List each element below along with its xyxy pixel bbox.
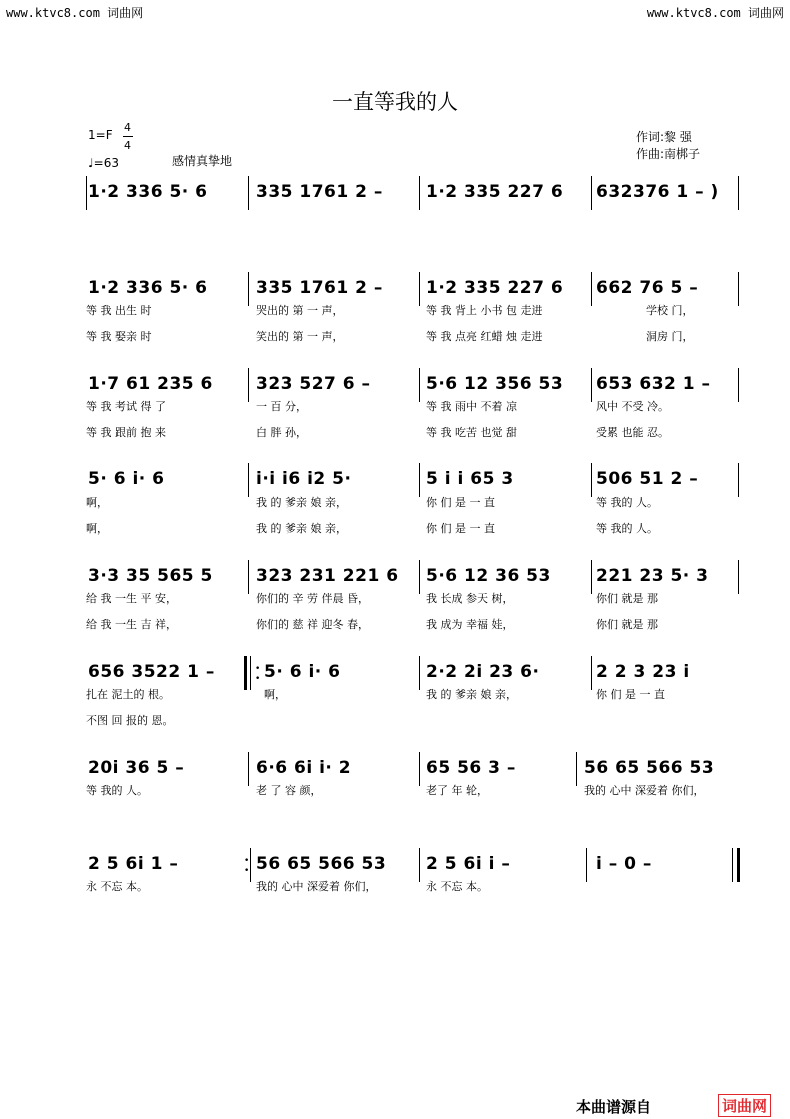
lyric-line-7a bbox=[86, 782, 741, 798]
lyric: 啊， bbox=[86, 496, 108, 509]
key-signature: 1=F bbox=[88, 128, 113, 142]
lyric: 我 的 爹亲 娘 亲， bbox=[256, 496, 347, 509]
lyric: 等 我 跟前 抱 来 bbox=[86, 426, 166, 439]
measure: 1·7 61 235 6 bbox=[88, 374, 213, 394]
measure: 662 76 5 – bbox=[596, 278, 699, 298]
time-signature-bottom: 4 bbox=[124, 139, 131, 152]
repeat-barline bbox=[244, 656, 247, 690]
expression-marking: 感情真挚地 bbox=[172, 154, 233, 168]
music-system-1 bbox=[86, 180, 741, 210]
final-barline-thick bbox=[737, 848, 740, 882]
measure: 5· 6 i· 6 bbox=[264, 662, 341, 682]
measure: 2 2 3 23 i bbox=[596, 662, 690, 682]
lyric: 等 我的 人。 bbox=[596, 496, 658, 509]
measure: 1·2 336 5· 6 bbox=[88, 278, 208, 298]
lyric-line-5b bbox=[86, 616, 741, 632]
lyric: 哭出的 第 一 声， bbox=[256, 304, 344, 317]
measure: 323 231 221 6 bbox=[256, 566, 399, 586]
lyric: 永 不忘 本。 bbox=[426, 880, 488, 893]
measure: 6·6 6i i· 2 bbox=[256, 758, 352, 778]
lyric-line-6b bbox=[86, 712, 741, 728]
lyric: 给 我 一生 吉 祥， bbox=[86, 618, 177, 631]
measure: 1·2 336 5· 6 bbox=[88, 182, 208, 202]
lyric: 你 们 是 一 直 bbox=[596, 688, 665, 701]
lyric: 等 我 吃苦 也觉 甜 bbox=[426, 426, 517, 439]
lyric: 给 我 一生 平 安， bbox=[86, 592, 177, 605]
lyric: 你们的 慈 祥 迎冬 春， bbox=[256, 618, 369, 631]
lyric: 不图 回 报的 恩。 bbox=[86, 714, 174, 727]
lyric: 老 了 容 颜， bbox=[256, 784, 322, 797]
barline bbox=[419, 463, 420, 497]
lyric-line-6a bbox=[86, 686, 741, 702]
lyric: 等 我的 人。 bbox=[86, 784, 148, 797]
lyricist-credit: 作词:黎 强 bbox=[636, 130, 692, 144]
lyric: 等 我 背上 小书 包 走进 bbox=[426, 304, 543, 317]
barline bbox=[576, 752, 577, 786]
measure: 323 527 6 – bbox=[256, 374, 371, 394]
final-barline-thin bbox=[732, 848, 733, 882]
measure: 56 65 566 53 bbox=[584, 758, 715, 778]
lyric: 学校 门， bbox=[646, 304, 694, 317]
site-header-left: www.ktvc8.com 词曲网 bbox=[6, 6, 144, 20]
lyric: 你们 就是 那 bbox=[596, 618, 658, 631]
site-logo: 词曲网 bbox=[718, 1094, 771, 1117]
measure: 5·6 12 36 53 bbox=[426, 566, 551, 586]
repeat-dots: • • bbox=[255, 664, 261, 684]
measure: i – 0 – bbox=[596, 854, 652, 874]
lyric: 我 的 爹亲 娘 亲， bbox=[256, 522, 347, 535]
lyric: 你们 就是 那 bbox=[596, 592, 658, 605]
barline bbox=[248, 463, 249, 497]
barline bbox=[248, 272, 249, 306]
measure: 56 65 566 53 bbox=[256, 854, 387, 874]
lyric: 你 们 是 一 直 bbox=[426, 522, 495, 535]
lyric: 永 不忘 本。 bbox=[86, 880, 148, 893]
lyric: 等 我 点亮 红蜡 烛 走进 bbox=[426, 330, 543, 343]
repeat-barline-thin bbox=[250, 656, 251, 690]
barline bbox=[419, 560, 420, 594]
measure: 5· 6 i· 6 bbox=[88, 469, 165, 489]
measure: 3·3 35 565 5 bbox=[88, 566, 213, 586]
measure: 2·2 2i 23 6· bbox=[426, 662, 540, 682]
lyric: 我的 心中 深爱着 你们， bbox=[256, 880, 377, 893]
lyric: 啊， bbox=[86, 522, 108, 535]
lyric: 我 的 爹亲 娘 亲， bbox=[426, 688, 517, 701]
measure: 506 51 2 – bbox=[596, 469, 699, 489]
lyric-line-3a bbox=[86, 398, 741, 414]
barline bbox=[248, 752, 249, 786]
music-system-4 bbox=[86, 467, 741, 497]
lyric-line-4b bbox=[86, 520, 741, 536]
time-signature-line bbox=[123, 136, 133, 137]
tempo-marking: ♩=63 bbox=[88, 156, 119, 170]
barline bbox=[419, 272, 420, 306]
barline bbox=[419, 176, 420, 210]
lyric-line-4a bbox=[86, 494, 741, 510]
lyric: 我的 心中 深爱着 你们， bbox=[584, 784, 705, 797]
measure: 653 632 1 – bbox=[596, 374, 711, 394]
barline bbox=[419, 752, 420, 786]
lyric: 等 我 雨中 不着 凉 bbox=[426, 400, 517, 413]
lyric: 笑出的 第 一 声， bbox=[256, 330, 344, 343]
measure: 335 1761 2 – bbox=[256, 278, 383, 298]
barline bbox=[586, 848, 587, 882]
measure: 656 3522 1 – bbox=[88, 662, 215, 682]
barline bbox=[591, 176, 592, 210]
measure: i·i i6 i2 5· bbox=[256, 469, 352, 489]
lyric: 洞房 门， bbox=[646, 330, 694, 343]
lyric-line-8a bbox=[86, 878, 741, 894]
lyric-line-5a bbox=[86, 590, 741, 606]
composer-credit: 作曲:南梆子 bbox=[636, 147, 701, 161]
measure: 1·2 335 227 6 bbox=[426, 278, 564, 298]
repeat-barline-thin bbox=[250, 848, 251, 882]
barline bbox=[738, 272, 739, 306]
lyric: 白 胖 孙， bbox=[256, 426, 307, 439]
barline bbox=[738, 368, 739, 402]
measure: 1·2 335 227 6 bbox=[426, 182, 564, 202]
song-title: 一直等我的人 bbox=[332, 90, 458, 114]
lyric-line-2a bbox=[86, 302, 741, 318]
time-signature-top: 4 bbox=[124, 121, 131, 134]
lyric: 我 成为 幸福 娃， bbox=[426, 618, 514, 631]
lyric-line-3b bbox=[86, 424, 741, 440]
lyric: 等 我 考试 得 了 bbox=[86, 400, 166, 413]
barline bbox=[248, 176, 249, 210]
barline bbox=[591, 463, 592, 497]
barline bbox=[419, 848, 420, 882]
lyric: 风中 不受 冷。 bbox=[596, 400, 669, 413]
lyric: 我 长成 参天 树， bbox=[426, 592, 514, 605]
barline bbox=[419, 368, 420, 402]
lyric: 啊， bbox=[264, 688, 286, 701]
barline bbox=[419, 656, 420, 690]
lyric: 等 我 出生 时 bbox=[86, 304, 152, 317]
barline-end bbox=[738, 176, 739, 210]
barline bbox=[591, 272, 592, 306]
measure: 5·6 12 356 53 bbox=[426, 374, 564, 394]
barline bbox=[591, 656, 592, 690]
lyric: 一 百 分， bbox=[256, 400, 307, 413]
measure: 221 23 5· 3 bbox=[596, 566, 709, 586]
measure: 65 56 3 – bbox=[426, 758, 516, 778]
lyric: 等 我的 人。 bbox=[596, 522, 658, 535]
lyric: 你 们 是 一 直 bbox=[426, 496, 495, 509]
measure: 5 i i 65 3 bbox=[426, 469, 514, 489]
lyric: 等 我 娶亲 时 bbox=[86, 330, 152, 343]
barline bbox=[248, 560, 249, 594]
measure: 2 5 6i i – bbox=[426, 854, 511, 874]
lyric: 老了 年 轮， bbox=[426, 784, 488, 797]
measure: 335 1761 2 – bbox=[256, 182, 383, 202]
barline bbox=[591, 560, 592, 594]
barline bbox=[591, 368, 592, 402]
measure: 2 5 6i 1 – bbox=[88, 854, 179, 874]
lyric-line-2b bbox=[86, 328, 741, 344]
lyric: 扎在 泥土的 根。 bbox=[86, 688, 170, 701]
repeat-dots: • • bbox=[244, 856, 250, 876]
site-header-right: www.ktvc8.com 词曲网 bbox=[646, 6, 784, 20]
barline bbox=[738, 560, 739, 594]
lyric: 你们的 辛 劳 伴晨 昏， bbox=[256, 592, 369, 605]
measure: 632376 1 – ) bbox=[596, 182, 719, 202]
barline bbox=[738, 463, 739, 497]
source-note: 本曲谱源自 bbox=[576, 1098, 652, 1116]
measure: 20i 36 5 – bbox=[88, 758, 185, 778]
barline bbox=[248, 368, 249, 402]
lyric: 受累 也能 忍。 bbox=[596, 426, 669, 439]
